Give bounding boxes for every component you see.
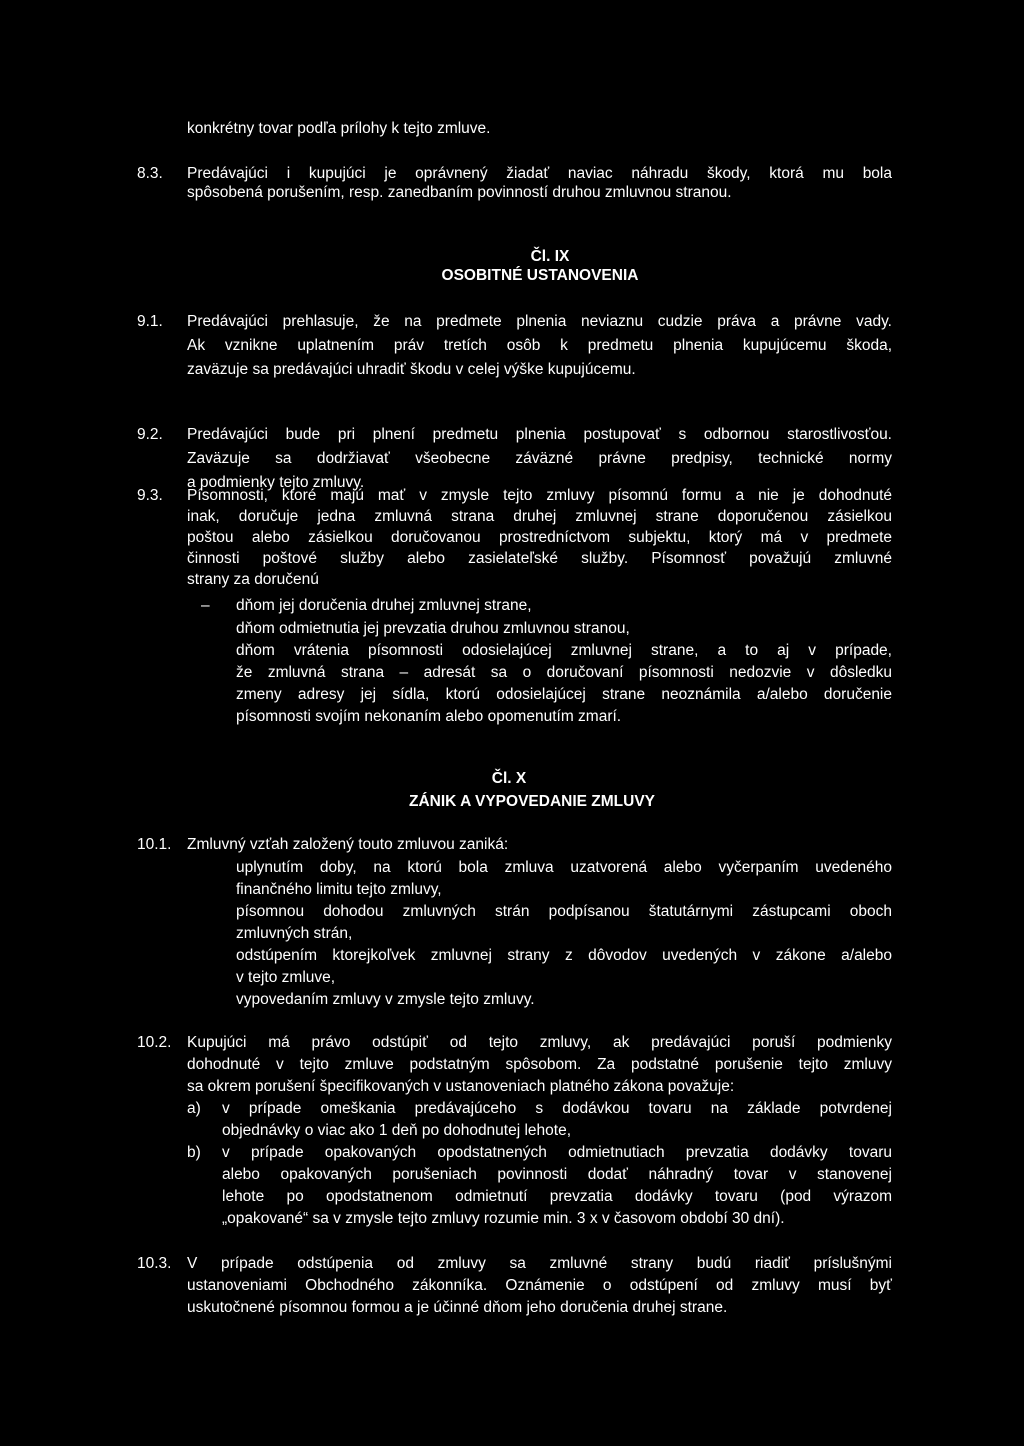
list-dash: –	[201, 597, 210, 614]
article-10-title: ZÁNIK A VYPOVEDANIE ZMLUVY	[408, 793, 655, 810]
clause-8-3-line: spôsobená porušením, resp. zanedbaním povinností druhou zmluvnou stranou.	[187, 184, 732, 201]
list-item: zmluvných strán,	[236, 925, 353, 942]
article-9-number: Čl. IX	[530, 248, 570, 265]
clause-9-3-line: inak, doručuje jedna zmluvná strana druhej zmluvnej strane doporučenou zásielkou	[187, 508, 892, 525]
list-item: v prípade omeškania predávajúceho s dodávkou tovaru na základe potvrdenej	[222, 1100, 892, 1117]
list-label-b: b)	[187, 1144, 201, 1161]
list-item: „opakované“ sa v zmysle tejto zmluvy rozumie min. 3 x v časovom období 30 dní).	[222, 1210, 785, 1227]
article-9-title: OSOBITNÉ USTANOVENIA	[441, 267, 639, 284]
clause-9-1-line: zaväzuje sa predávajúci uhradiť škodu v celej výške kupujúcemu.	[187, 361, 636, 378]
list-label-a: a)	[187, 1100, 201, 1117]
list-item: vypovedaním zmluvy v zmysle tejto zmluvy.	[236, 991, 535, 1008]
clause-9-2-line: Predávajúci bude pri plnení predmetu plnenia postupovať s odbornou starostlivosťou.	[187, 426, 892, 443]
clause-9-3-line: činnosti poštové služby alebo zasielateľské služby. Písomnosť považujú zmluvné	[187, 550, 892, 567]
clause-9-1-line: Ak vznikne uplatnením práv tretích osôb k predmetu plnenia kupujúcemu škoda,	[187, 337, 892, 354]
list-item: finančného limitu tejto zmluvy,	[236, 881, 442, 898]
clause-10-3-line: ustanoveniami Obchodného zákonníka. Oznámenie o odstúpení od zmluvy musí byť	[187, 1277, 892, 1294]
clause-8-3-line: Predávajúci i kupujúci je oprávnený žiadať naviac náhradu škody, ktorá mu bola	[187, 165, 892, 182]
list-item: písomnosti svojím nekonaním alebo opomenutím zmarí.	[236, 708, 622, 725]
list-item: dňom odmietnutia jej prevzatia druhou zmluvnou stranou,	[236, 620, 630, 637]
clause-9-3-line: poštou alebo zásielkou doručovanou prostredníctvom subjektu, ktorý má v predmete	[187, 529, 892, 546]
list-item: lehote po opodstatnenom odmietnutí prevzatia dodávky tovaru (pod výrazom	[222, 1188, 892, 1205]
clause-10-3-line: uskutočnené písomnou formou a je účinné dňom jeho doručenia druhej strane.	[187, 1299, 728, 1316]
list-item: dňom vrátenia písomnosti odosielajúcej zmluvnej strane, a to aj v prípade,	[236, 642, 892, 659]
list-item: odstúpením ktorejkoľvek zmluvnej strany z dôvodov uvedených v zákone a/alebo	[236, 947, 892, 964]
clause-number-8-3: 8.3.	[137, 165, 163, 182]
clause-number-10-2: 10.2.	[137, 1034, 172, 1051]
article-10-number: Čl. X	[491, 770, 527, 787]
list-item: uplynutím doby, na ktorú bola zmluva uzatvorená alebo vyčerpaním uvedeného	[236, 859, 892, 876]
clause-9-3-line: Písomnosti, ktoré majú mať v zmysle tejto zmluvy písomnú formu a nie je dohodnuté	[187, 487, 892, 504]
clause-9-1-line: Predávajúci prehlasuje, že na predmete plnenia neviaznu cudzie práva a právne vady.	[187, 313, 892, 330]
list-item: v prípade opakovaných opodstatnených odmietnutiach prevzatia dodávky tovaru	[222, 1144, 892, 1161]
clause-10-1-intro: Zmluvný vzťah založený touto zmluvou zaniká:	[187, 836, 509, 853]
clause-9-3-line: strany za doručenú	[187, 571, 319, 588]
clause-10-2-line: sa okrem porušení špecifikovaných v ustanoveniach platného zákona považuje:	[187, 1078, 735, 1095]
clause-10-2-line: Kupujúci má právo odstúpiť od tejto zmluvy, ak predávajúci poruší podmienky	[187, 1034, 892, 1051]
list-item: objednávky o viac ako 1 deň po dohodnutej lehote,	[222, 1122, 572, 1139]
list-item: písomnou dohodou zmluvných strán podpísanou štatutárnymi zástupcami oboch	[236, 903, 892, 920]
list-item: dňom jej doručenia druhej zmluvnej strane,	[236, 597, 532, 614]
clause-number-9-2: 9.2.	[137, 426, 163, 443]
clause-9-2-line: a podmienky tejto zmluvy.	[187, 474, 365, 491]
clause-10-3-line: V prípade odstúpenia od zmluvy sa zmluvné strany budú riadiť príslušnými	[187, 1255, 892, 1272]
clause-9-2-line: Zaväzuje sa dodržiavať všeobecne záväzné právne predpisy, technické normy	[187, 450, 892, 467]
list-item: v tejto zmluve,	[236, 969, 336, 986]
paragraph-line: konkrétny tovar podľa prílohy k tejto zmluve.	[187, 120, 491, 137]
clause-number-10-3: 10.3.	[137, 1255, 172, 1272]
list-item: zmeny adresy jej sídla, ktorú odosielajúcej strane neoznámila a/alebo doručenie	[236, 686, 892, 703]
list-item: alebo opakovaných porušeniach povinnosti dodať náhradný tovar v stanovenej	[222, 1166, 892, 1183]
clause-10-2-line: dohodnuté v tejto zmluve podstatným spôsobom. Za podstatné porušenie tejto zmluvy	[187, 1056, 892, 1073]
list-item: že zmluvná strana – adresát sa o doručovaní písomnosti nedozvie v dôsledku	[236, 664, 892, 681]
clause-number-10-1: 10.1.	[137, 836, 172, 853]
clause-number-9-3: 9.3.	[137, 487, 163, 504]
clause-number-9-1: 9.1.	[137, 313, 163, 330]
